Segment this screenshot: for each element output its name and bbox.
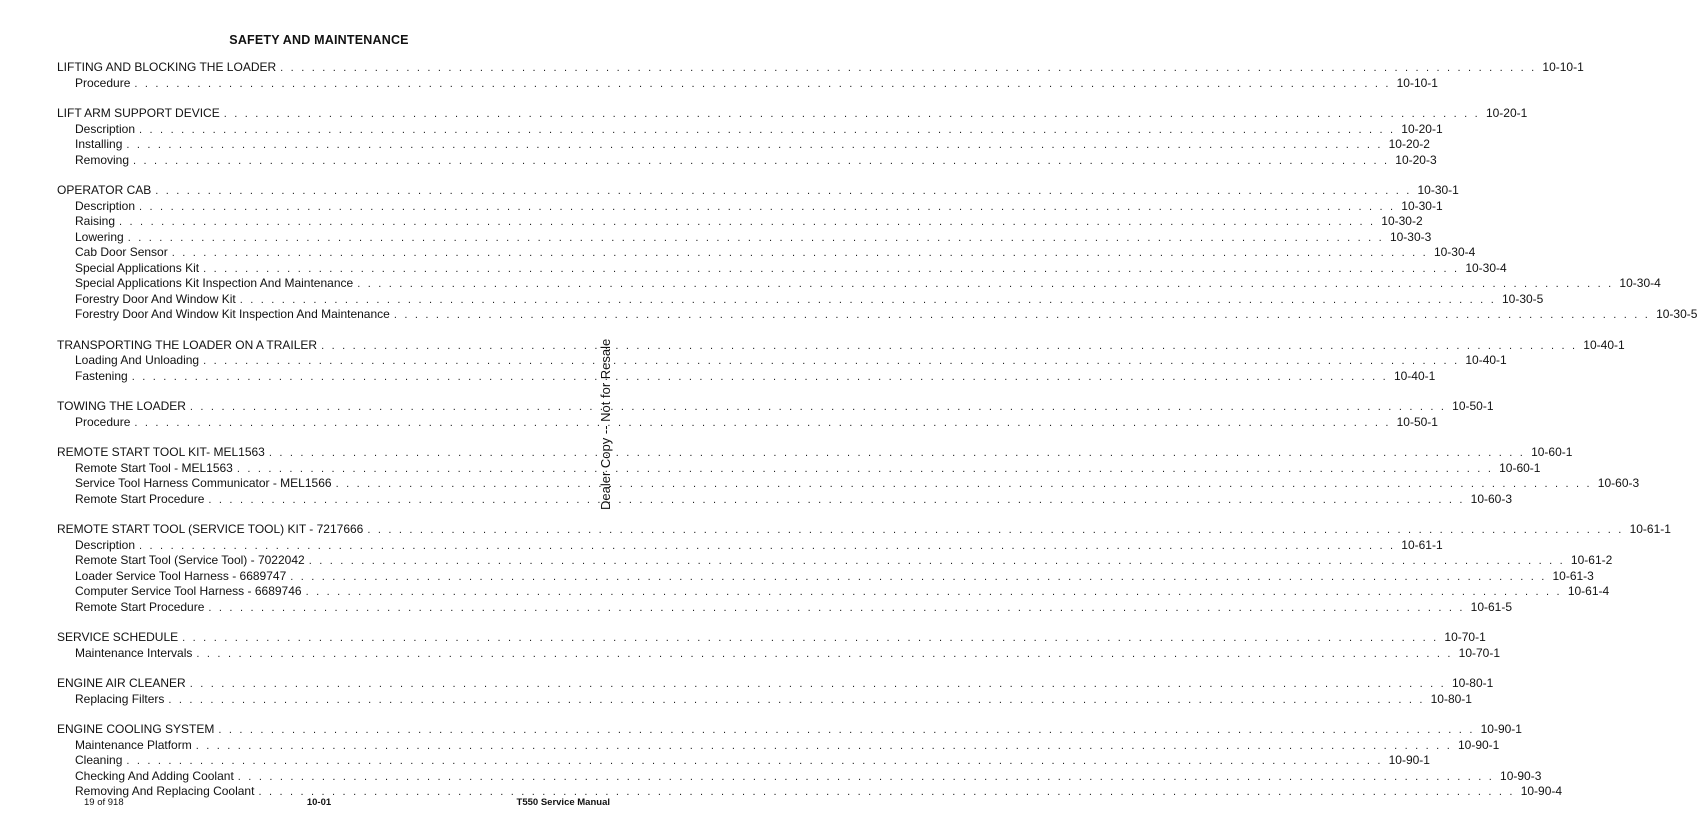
dot-leader: . . . . . . . . . . . . . . . . . . . . . . . . . . . . . . . . . . . . . . . . . . . . . . . . . . . . . . . . . . . . . . . . . . . . . . . . . . . . . . . . . . . . . . . . . . . . . . . . . . . . . . . . . . . . . . . . . . . . . . . . [203,262,1460,275]
toc-entry-label: Procedure [75,414,131,429]
toc-page-number: 10-30-1 [1417,183,1459,197]
toc-page-number: 10-80-1 [1430,691,1472,706]
toc-page-number: 10-60-3 [1470,491,1513,506]
dot-leader: . . . . . . . . . . . . . . . . . . . . . . . . . . . . . . . . . . . . . . . . . . . . . . . . . . . . . . . . . . . . . . . . . . . . . . . . . . . . . . . . . . . . . . . . . . . . . . . . . . . . . . . . . . . . . . . . . . . . . . . . [139,123,1396,136]
toc-page-number: 10-20-3 [1395,152,1437,167]
toc-page-number: 10-61-2 [1570,553,1613,567]
toc-entry-label: Remote Start Tool (Service Tool) - 7022042 [75,553,305,567]
toc-section [57,722,1563,800]
dot-leader: . . . . . . . . . . . . . . . . . . . . . . . . . . . . . . . . . . . . . . . . . . . . . . . . . . . . . . . . . . . . . . . . . . . . . . . . . . . . . . . . . . . . . . . . . . . . . . . . . . . . . . . . . . . . . . . . . . . . . . . . [168,693,1425,706]
toc-entry-label: Replacing Filters [75,691,165,706]
dot-leader: . . . . . . . . . . . . . . . . . . . . . . . . . . . . . . . . . . . . . . . . . . . . . . . . . . . . . . . . . . . . . . . . . . . . . . . . . . . . . . . . . . . . . . . . . . . . . . . . . . . . . . . . . . . . . . . . . . . . . . . . [268,447,1526,459]
toc-entry-row[interactable] [57,584,1610,600]
toc-page-number: 10-61-4 [1567,584,1610,598]
dot-leader: . . . . . . . . . . . . . . . . . . . . . . . . . . . . . . . . . . . . . . . . . . . . . . . . . . . . . . . . . . . . . . . . . . . . . . . . . . . . . . . . . . . . . . . . . . . . . . . . . . . . . . . . . . . . . . . . . . . . . . . . [134,77,1391,90]
toc-entry-label: Loading And Unloading [75,353,200,367]
toc-entry-row[interactable] [57,491,1513,508]
toc-entry-row[interactable] [57,353,1507,369]
toc-section-row[interactable] [57,676,1494,692]
toc-page-number: 10-50-1 [1396,414,1438,429]
toc-entry-row[interactable] [57,75,1438,92]
toc-page-number: 10-40-1 [1583,337,1625,352]
toc-entry-row[interactable] [57,368,1436,385]
toc-page-number: 10-30-5 [1501,291,1544,306]
toc-entry-row[interactable] [57,291,1544,308]
toc-section-heading: SERVICE SCHEDULE [57,630,179,644]
toc-entry-label: Maintenance Intervals [75,645,193,660]
toc-entry-label: Raising [75,214,116,228]
toc-page-number: 10-10-1 [1396,75,1438,90]
toc-entry-label: Loader Service Tool Harness - 6689747 [75,568,287,583]
toc-entry-label: Service Tool Harness Communicator - MEL1566 [75,476,332,490]
dot-leader: . . . . . . . . . . . . . . . . . . . . . . . . . . . . . . . . . . . . . . . . . . . . . . . . . . . . . . . . . . . . . . . . . . . . . . . . . . . . . . . . . . . . . . . . . . . . . . . . . . . . . . . . . . . . . . . . . . . . . . . . [119,216,1376,228]
toc-entry-row[interactable] [57,276,1661,292]
dot-leader: . . . . . . . . . . . . . . . . . . . . . . . . . . . . . . . . . . . . . . . . . . . . . . . . . . . . . . . . . . . . . . . . . . . . . . . . . . . . . . . . . . . . . . . . . . . . . . . . . . . . . . . . . . . . . . . . . . . . . . . . [171,247,1428,259]
dot-leader: . . . . . . . . . . . . . . . . . . . . . . . . . . . . . . . . . . . . . . . . . . . . . . . . . . . . . . . . . . . . . . . . . . . . . . . . . . . . . . . . . . . . . . . . . . . . . . . . . . . . . . . . . . . . . . . . . . . . . . . . [218,724,1475,736]
toc-entry-row[interactable] [57,307,1698,323]
toc-entry-row[interactable] [57,260,1507,277]
dot-leader: . . . . . . . . . . . . . . . . . . . . . . . . . . . . . . . . . . . . . . . . . . . . . . . . . . . . . . . . . . . . . . . . . . . . . . . . . . . . . . . . . . . . . . . . . . . . . . . . . . . . . . . . . . . . . . . . . . . . . . . . [139,539,1396,552]
toc-page-number: 10-70-1 [1444,630,1486,644]
toc-section [57,676,1494,707]
dot-leader: . . . . . . . . . . . . . . . . . . . . . . . . . . . . . . . . . . . . . . . . . . . . . . . . . . . . . . . . . . . . . . . . . . . . . . . . . . . . . . . . . . . . . . . . . . . . . . . . . . . . . . . . . . . . . . . . . . . . . . . . [305,586,1562,598]
dot-leader: . . . . . . . . . . . . . . . . . . . . . . . . . . . . . . . . . . . . . . . . . . . . . . . . . . . . . . . . . . . . . . . . . . . . . . . . . . . . . . . . . . . . . . . . . . . . . . . . . . . . . . . . . . . . . . . . . . . . . . . . [237,770,1495,783]
toc-entry-label: Removing [75,152,130,167]
toc-section [57,106,1528,168]
toc-page-number: 10-30-1 [1401,198,1443,213]
dot-leader: . . . . . . . . . . . . . . . . . . . . . . . . . . . . . . . . . . . . . . . . . . . . . . . . . . . . . . . . . . . . . . . . . . . . . . . . . . . . . . . . . . . . . . . . . . . . . . . . . . . . . . . . . . . . . . . . . . . . . . . . [335,478,1592,490]
dot-leader: . . . . . . . . . . . . . . . . . . . . . . . . . . . . . . . . . . . . . . . . . . . . . . . . . . . . . . . . . . . . . . . . . . . . . . . . . . . . . . . . . . . . . . . . . . . . . . . . . . . . . . . . . . . . . . . . . . . . . . . . [208,601,1465,614]
toc-section [57,183,1698,323]
toc-page-number: 10-20-1 [1485,106,1528,120]
dot-leader: . . . . . . . . . . . . . . . . . . . . . . . . . . . . . . . . . . . . . . . . . . . . . . . . . . . . . . . . . . . . . . . . . . . . . . . . . . . . . . . . . . . . . . . . . . . . . . . . . . . . . . . . . . . . . . . . . . . . . . . . [131,370,1388,383]
toc-section-heading: REMOTE START TOOL (SERVICE TOOL) KIT - 7217666 [57,522,364,536]
dot-leader: . . . . . . . . . . . . . . . . . . . . . . . . . . . . . . . . . . . . . . . . . . . . . . . . . . . . . . . . . . . . . . . . . . . . . . . . . . . . . . . . . . . . . . . . . . . . . . . . . . . . . . . . . . . . . . . . . . . . . . . . [126,139,1383,151]
dot-leader: . . . . . . . . . . . . . . . . . . . . . . . . . . . . . . . . . . . . . . . . . . . . . . . . . . . . . . . . . . . . . . . . . . . . . . . . . . . . . . . . . . . . . . . . . . . . . . . . . . . . . . . . . . . . . . . . . . . . . . . . [357,278,1614,290]
dot-leader: . . . . . . . . . . . . . . . . . . . . . . . . . . . . . . . . . . . . . . . . . . . . . . . . . . . . . . . . . . . . . . . . . . . . . . . . . . . . . . . . . . . . . . . . . . . . . . . . . . . . . . . . . . . . . . . . . . . . . . . . [133,154,1390,167]
dot-leader: . . . . . . . . . . . . . . . . . . . . . . . . . . . . . . . . . . . . . . . . . . . . . . . . . . . . . . . . . . . . . . . . . . . . . . . . . . . . . . . . . . . . . . . . . . . . . . . . . . . . . . . . . . . . . . . . . . . . . . . . [290,570,1547,583]
toc-entry-label: Description [75,121,136,136]
toc-section-heading: LIFTING AND BLOCKING THE LOADER [57,60,277,74]
dot-leader: . . . . . . . . . . . . . . . . . . . . . . . . . . . . . . . . . . . . . . . . . . . . . . . . . . . . . . . . . . . . . . . . . . . . . . . . . . . . . . . . . . . . . . . . . . . . . . . . . . . . . . . . . . . . . . . . . . . . . . . . [195,739,1452,752]
dot-leader: . . . . . . . . . . . . . . . . . . . . . . . . . . . . . . . . . . . . . . . . . . . . . . . . . . . . . . . . . . . . . . . . . . . . . . . . . . . . . . . . . . . . . . . . . . . . . . . . . . . . . . . . . . . . . . . . . . . . . . . . [203,355,1460,367]
toc-section-heading: OPERATOR CAB [57,183,152,197]
toc-section-heading: TOWING THE LOADER [57,399,186,413]
toc-entry-row[interactable] [57,753,1430,769]
toc-section-row[interactable] [57,337,1625,354]
toc-entry-label: Remote Start Procedure [75,491,205,506]
dot-leader: . . . . . . . . . . . . . . . . . . . . . . . . . . . . . . . . . . . . . . . . . . . . . . . . . . . . . . . . . . . . . . . . . . . . . . . . . . . . . . . . . . . . . . . . . . . . . . . . . . . . . . . . . . . . . . . . . . . . . . . . [367,524,1624,536]
dot-leader: . . . . . . . . . . . . . . . . . . . . . . . . . . . . . . . . . . . . . . . . . . . . . . . . . . . . . . . . . . . . . . . . . . . . . . . . . . . . . . . . . . . . . . . . . . . . . . . . . . . . . . . . . . . . . . . . . . . . . . . . [393,309,1651,321]
toc-section [57,445,1640,507]
toc-entry-row[interactable] [57,137,1430,153]
dot-leader: . . . . . . . . . . . . . . . . . . . . . . . . . . . . . . . . . . . . . . . . . . . . . . . . . . . . . . . . . . . . . . . . . . . . . . . . . . . . . . . . . . . . . . . . . . . . . . . . . . . . . . . . . . . . . . . . . . . . . . . . [127,231,1384,244]
toc-entry-row[interactable] [57,537,1443,554]
toc-page-number: 10-50-1 [1452,399,1494,413]
toc-page-number: 10-60-1 [1531,445,1573,459]
toc-entry-row[interactable] [57,198,1443,215]
toc-section-row[interactable] [57,445,1573,461]
dot-leader: . . . . . . . . . . . . . . . . . . . . . . . . . . . . . . . . . . . . . . . . . . . . . . . . . . . . . . . . . . . . . . . . . . . . . . . . . . . . . . . . . . . . . . . . . . . . . . . . . . . . . . . . . . . . . . . . . . . . . . . . [155,185,1412,197]
toc-entry-row[interactable] [57,599,1513,616]
toc-entry-label: Fastening [75,368,128,383]
toc-entry-label: Cleaning [75,753,123,767]
dot-leader: . . . . . . . . . . . . . . . . . . . . . . . . . . . . . . . . . . . . . . . . . . . . . . . . . . . . . . . . . . . . . . . . . . . . . . . . . . . . . . . . . . . . . . . . . . . . . . . . . . . . . . . . . . . . . . . . . . . . . . . . [189,678,1446,690]
toc-page-number: 10-40-1 [1393,368,1436,383]
toc-entry-row[interactable] [57,152,1437,169]
toc-section-row[interactable] [57,399,1494,415]
toc-section-heading: LIFT ARM SUPPORT DEVICE [57,106,220,120]
toc-entry-label: Description [75,198,136,213]
toc-entry-label: Installing [75,137,123,151]
dot-leader: . . . . . . . . . . . . . . . . . . . . . . . . . . . . . . . . . . . . . . . . . . . . . . . . . . . . . . . . . . . . . . . . . . . . . . . . . . . . . . . . . . . . . . . . . . . . . . . . . . . . . . . . . . . . . . . . . . . . . . . . [258,786,1515,798]
toc-page-number: 10-60-3 [1597,476,1640,490]
toc-section [57,337,1625,385]
toc-entry-row[interactable] [57,414,1438,431]
toc-section-heading: TRANSPORTING THE LOADER ON A TRAILER [57,337,318,352]
toc-section-row[interactable] [57,722,1522,738]
dot-leader: . . . . . . . . . . . . . . . . . . . . . . . . . . . . . . . . . . . . . . . . . . . . . . . . . . . . . . . . . . . . . . . . . . . . . . . . . . . . . . . . . . . . . . . . . . . . . . . . . . . . . . . . . . . . . . . . . . . . . . . . [139,200,1396,213]
dot-leader: . . . . . . . . . . . . . . . . . . . . . . . . . . . . . . . . . . . . . . . . . . . . . . . . . . . . . . . . . . . . . . . . . . . . . . . . . . . . . . . . . . . . . . . . . . . . . . . . . . . . . . . . . . . . . . . . . . . . . . . . [236,462,1494,475]
dot-leader: . . . . . . . . . . . . . . . . . . . . . . . . . . . . . . . . . . . . . . . . . . . . . . . . . . . . . . . . . . . . . . . . . . . . . . . . . . . . . . . . . . . . . . . . . . . . . . . . . . . . . . . . . . . . . . . . . . . . . . . . [134,416,1391,429]
toc-section-row[interactable] [57,106,1528,122]
toc-entry-label: Forestry Door And Window Kit [75,291,236,306]
toc-page-number: 10-20-1 [1401,121,1443,136]
toc-section [57,522,1671,615]
footer-page-counter: 19 of 918 [84,797,124,808]
toc-entry-row[interactable] [57,121,1443,138]
toc-section [57,399,1494,430]
toc-entry-label: Remote Start Tool - MEL1563 [75,460,233,475]
toc-entry-row[interactable] [57,553,1613,569]
toc-section-row[interactable] [57,522,1671,538]
toc-page-number: 10-90-1 [1457,737,1500,752]
toc-section-row[interactable] [57,60,1584,76]
toc-entry-label: Computer Service Tool Harness - 6689746 [75,584,302,598]
toc-page-number: 10-90-1 [1388,753,1430,767]
toc-entry-label: Lowering [75,229,124,244]
toc-page-number: 10-60-1 [1499,460,1541,475]
dot-leader: . . . . . . . . . . . . . . . . . . . . . . . . . . . . . . . . . . . . . . . . . . . . . . . . . . . . . . . . . . . . . . . . . . . . . . . . . . . . . . . . . . . . . . . . . . . . . . . . . . . . . . . . . . . . . . . . . . . . . . . . [196,647,1453,660]
toc-page-number: 10-10-1 [1542,60,1584,74]
toc-entry-label: Special Applications Kit [75,260,200,275]
toc-page-number: 10-30-3 [1389,229,1432,244]
toc-section-row[interactable] [57,630,1486,646]
toc-entry-row[interactable] [57,214,1423,230]
dot-leader: . . . . . . . . . . . . . . . . . . . . . . . . . . . . . . . . . . . . . . . . . . . . . . . . . . . . . . . . . . . . . . . . . . . . . . . . . . . . . . . . . . . . . . . . . . . . . . . . . . . . . . . . . . . . . . . . . . . . . . . . [208,493,1465,506]
toc-section-heading: ENGINE COOLING SYSTEM [57,722,215,736]
toc-page-number: 10-30-2 [1381,214,1423,228]
toc-entry-row[interactable] [57,645,1501,662]
toc-entry-row[interactable] [57,476,1640,492]
toc-entry-label: Forestry Door And Window Kit Inspection And Maintenance [75,307,390,321]
dot-leader: . . . . . . . . . . . . . . . . . . . . . . . . . . . . . . . . . . . . . . . . . . . . . . . . . . . . . . . . . . . . . . . . . . . . . . . . . . . . . . . . . . . . . . . . . . . . . . . . . . . . . . . . . . . . . . . . . . . . . . . . [280,62,1537,74]
toc-page-number: 10-61-1 [1401,537,1443,552]
dot-leader: . . . . . . . . . . . . . . . . . . . . . . . . . . . . . . . . . . . . . . . . . . . . . . . . . . . . . . . . . . . . . . . . . . . . . . . . . . . . . . . . . . . . . . . . . . . . . . . . . . . . . . . . . . . . . . . . . . . . . . . . [182,632,1439,644]
toc-page-number: 10-20-2 [1388,137,1430,151]
toc-entry-label: Cab Door Sensor [75,245,168,259]
toc-page-number: 10-90-4 [1520,784,1563,798]
toc-page-number: 10-61-3 [1552,568,1594,583]
toc-section-heading: ENGINE AIR CLEANER [57,676,186,690]
dot-leader: . . . . . . . . . . . . . . . . . . . . . . . . . . . . . . . . . . . . . . . . . . . . . . . . . . . . . . . . . . . . . . . . . . . . . . . . . . . . . . . . . . . . . . . . . . . . . . . . . . . . . . . . . . . . . . . . . . . . . . . . [321,339,1578,352]
toc-entry-row[interactable] [57,691,1472,708]
toc-page-number: 10-90-3 [1500,768,1542,783]
toc-page-number: 10-30-5 [1656,307,1698,321]
toc-page-number: 10-30-4 [1433,245,1476,259]
toc-entry-row[interactable] [57,737,1500,754]
toc-page-number: 10-80-1 [1451,676,1494,690]
page-title: SAFETY AND MAINTENANCE [229,33,409,47]
toc-entry-label: Special Applications Kit Inspection And Maintenance [75,276,354,290]
toc-page-number: 10-40-1 [1465,353,1507,367]
toc-entry-row[interactable] [57,568,1594,585]
toc-section-row[interactable] [57,183,1459,199]
toc-section [57,60,1584,91]
toc-entry-label: Description [75,537,136,552]
toc-entry-label: Procedure [75,75,131,90]
toc-page-number: 10-61-1 [1629,522,1671,536]
toc-page-number: 10-30-4 [1619,276,1661,290]
toc-entry-label: Checking And Adding Coolant [75,768,234,783]
toc-entry-label: Maintenance Platform [75,737,192,752]
footer-manual-name: T550 Service Manual [516,797,610,808]
toc-entry-row[interactable] [57,229,1432,246]
dot-leader: . . . . . . . . . . . . . . . . . . . . . . . . . . . . . . . . . . . . . . . . . . . . . . . . . . . . . . . . . . . . . . . . . . . . . . . . . . . . . . . . . . . . . . . . . . . . . . . . . . . . . . . . . . . . . . . . . . . . . . . . [223,108,1480,120]
toc-entry-row[interactable] [57,245,1476,261]
toc-entry-row[interactable] [57,768,1542,785]
toc-entry-label: Removing And Replacing Coolant [75,784,255,798]
footer-page-number: 10-01 [306,797,332,808]
dot-leader: . . . . . . . . . . . . . . . . . . . . . . . . . . . . . . . . . . . . . . . . . . . . . . . . . . . . . . . . . . . . . . . . . . . . . . . . . . . . . . . . . . . . . . . . . . . . . . . . . . . . . . . . . . . . . . . . . . . . . . . . [308,555,1565,567]
toc-section-heading: REMOTE START TOOL KIT- MEL1563 [57,445,265,459]
toc-page-number: 10-61-5 [1470,599,1513,614]
dot-leader: . . . . . . . . . . . . . . . . . . . . . . . . . . . . . . . . . . . . . . . . . . . . . . . . . . . . . . . . . . . . . . . . . . . . . . . . . . . . . . . . . . . . . . . . . . . . . . . . . . . . . . . . . . . . . . . . . . . . . . . . [189,401,1447,413]
dot-leader: . . . . . . . . . . . . . . . . . . . . . . . . . . . . . . . . . . . . . . . . . . . . . . . . . . . . . . . . . . . . . . . . . . . . . . . . . . . . . . . . . . . . . . . . . . . . . . . . . . . . . . . . . . . . . . . . . . . . . . . . [126,755,1383,767]
toc-page-number: 10-30-4 [1465,260,1507,275]
toc-section [57,630,1501,661]
toc-entry-row[interactable] [57,460,1541,477]
toc-entry-label: Remote Start Procedure [75,599,205,614]
side-watermark-text: Dealer Copy -- Not for Resale [598,338,613,510]
toc-page-number: 10-70-1 [1458,645,1501,660]
toc-page-number: 10-90-1 [1480,722,1522,736]
dot-leader: . . . . . . . . . . . . . . . . . . . . . . . . . . . . . . . . . . . . . . . . . . . . . . . . . . . . . . . . . . . . . . . . . . . . . . . . . . . . . . . . . . . . . . . . . . . . . . . . . . . . . . . . . . . . . . . . . . . . . . . . [239,293,1496,306]
